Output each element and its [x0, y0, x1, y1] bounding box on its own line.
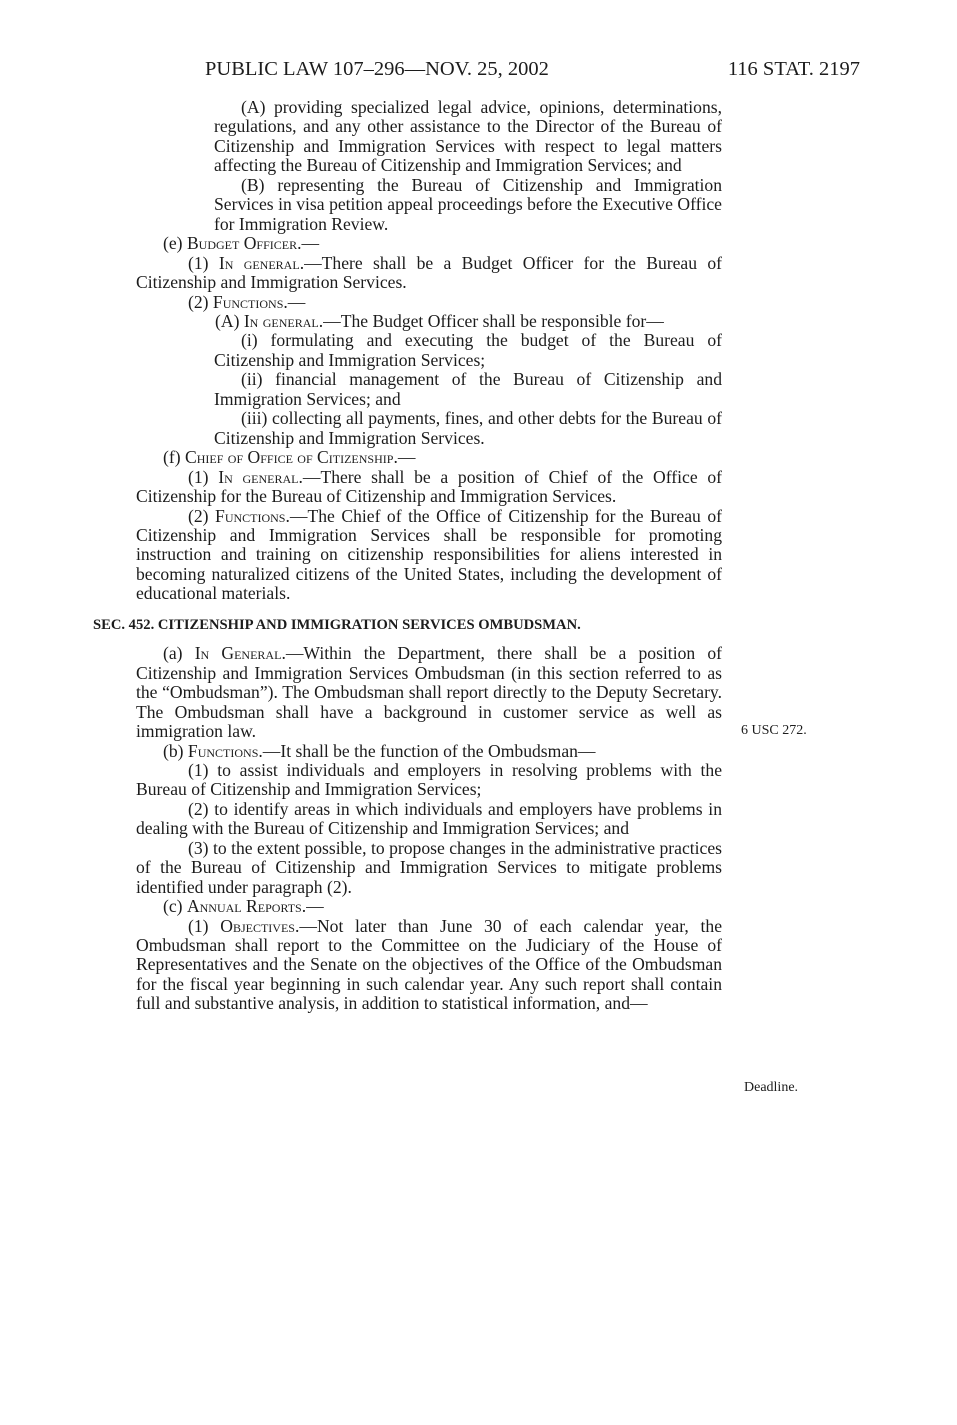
header-stat-page: 116 STAT. 2197: [727, 58, 860, 80]
margin-note-usc: 6 USC 272.: [741, 723, 807, 738]
paragraph-b3: (3) to the extent possible, to propose changes in the administrative practices of the Bureau of Citizenship and Immigration Services to mitigate problems identified under paragraph (2).: [136, 837, 722, 897]
paragraph-f2: (2) Functions.—The Chief of the Office of Citizenship for the Bureau of Citizenship and Immigration Services shall be responsible for promoting instruction and training on citizenship responsibilities for aliens interested in becoming naturalized citizens of the United States, including the development of educational materials.: [136, 505, 722, 604]
paragraph-B-representing: (B) representing the Bureau of Citizenship and Immigration Services in visa petition appeal proceedings before the Executive Office for Immigration Review.: [214, 174, 722, 234]
paragraph-e1: (1) In general.—There shall be a Budget Officer for the Bureau of Citizenship and Immigration Services.: [136, 252, 722, 293]
paragraph-A-legal-advice: (A) providing specialized legal advice, opinions, determinations, regulations, and any other assistance to the Director of the Bureau of Citizenship and Immigration Services with respect to legal matters affecting the Bureau of Citizenship and Immigration Services; and: [214, 97, 722, 176]
paragraph-b1: (1) to assist individuals and employers in resolving problems with the Bureau of Citizenship and Immigration Services;: [136, 759, 722, 800]
clause-iii-collecting: (iii) collecting all payments, fines, and other debts for the Bureau of Citizenship and Immigration Services.: [214, 408, 722, 448]
paragraph-b2: (2) to identify areas in which individuals and employers have problems in dealing with the Bureau of Citizenship and Immigration Services; and: [136, 798, 722, 839]
subparagraph-e2A: (A) In general.—The Budget Officer shall be responsible for—: [215, 310, 664, 331]
section-452-heading: SEC. 452. CITIZENSHIP AND IMMIGRATION SERVICES OMBUDSMAN.: [93, 616, 581, 633]
page-header: [205, 58, 860, 86]
subsection-e-heading: (e) Budget Officer.—: [163, 233, 320, 254]
subsection-c-heading: (c) Annual Reports.—: [163, 896, 324, 917]
document-body: [93, 97, 722, 1014]
paragraph-f1: (1) In general.—There shall be a position of Chief of the Office of Citizenship for the Bureau of Citizenship and Immigration Services.: [136, 466, 722, 507]
subsection-f-heading: (f) Chief of Office of Citizenship.—: [163, 447, 416, 468]
paragraph-c1-objectives: (1) Objectives.—Not later than June 30 of each calendar year, the Ombudsman shall report to the Committee on the Judiciary of the House of Representatives and the Senate on the objectives of the Office of the Ombudsman for the fiscal year beginning in such calendar year. Any such report shall contain full and substantive analysis, in addition to statistical information, and—: [136, 915, 722, 1014]
subsection-b-functions: (b) Functions.—It shall be the function of the Ombudsman—: [163, 740, 596, 761]
header-law-citation: PUBLIC LAW 107–296—NOV. 25, 2002: [205, 58, 549, 80]
margin-note-deadline: Deadline.: [744, 1080, 799, 1095]
paragraph-e2-heading: (2) Functions.—: [188, 291, 306, 312]
subsection-a-general: (a) In General.—Within the Department, there shall be a position of Citizenship and Immigration Services Ombudsman (in this section referred to as the “Ombudsman”). The Ombudsman shall report directly to the Deputy Secretary. The Ombudsman shall have a background in customer service as well as immigration law.: [136, 643, 722, 742]
clause-ii-financial: (ii) financial management of the Bureau of Citizenship and Immigration Services; and: [214, 369, 722, 409]
clause-i-budget: (i) formulating and executing the budget of the Bureau of Citizenship and Immigration Services;: [214, 330, 722, 370]
